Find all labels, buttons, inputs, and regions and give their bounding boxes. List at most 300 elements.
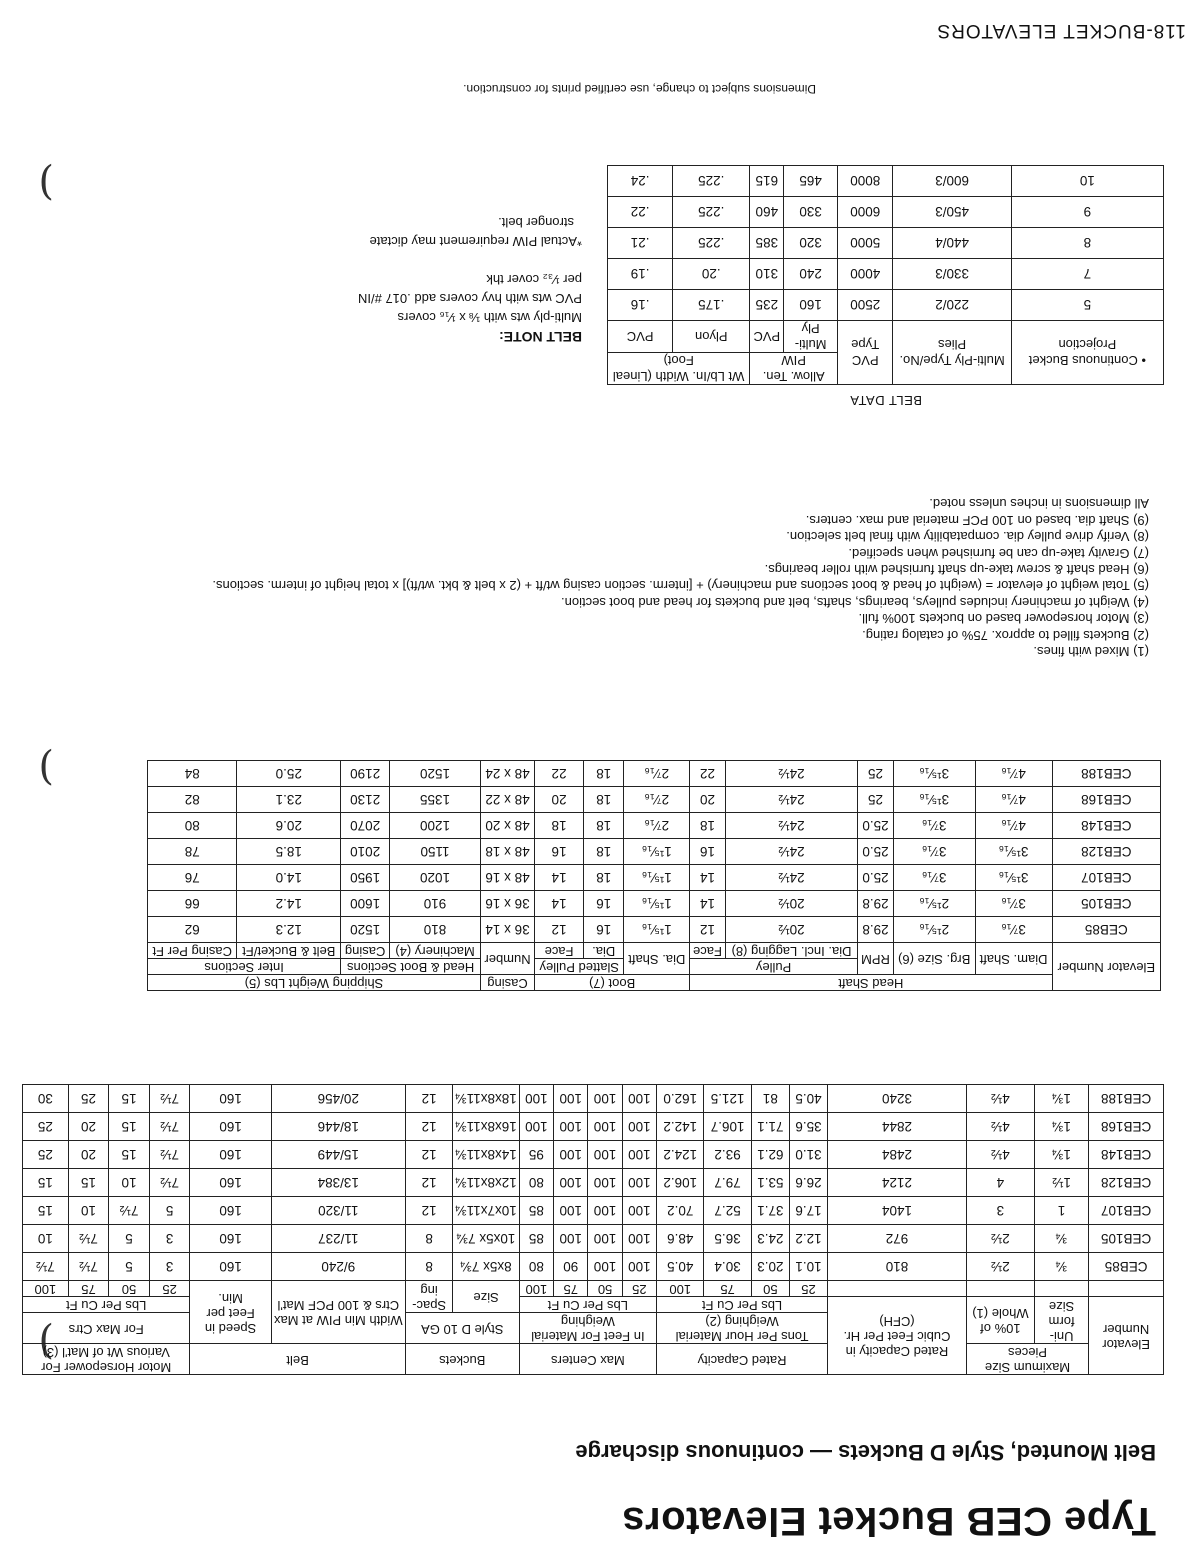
cell-motor-hp: 3 bbox=[149, 1253, 190, 1281]
cell-uniform-size: ¾ bbox=[1034, 1225, 1088, 1253]
cell-wt-pvc: .16 bbox=[608, 289, 673, 320]
cell-casing-number: 36 x 14 bbox=[480, 917, 534, 943]
footnote: (4) Weight of machinery includes pulleys, bearings, shafts, belt and buckets for head and boot section. bbox=[561, 594, 1149, 610]
cell-hb-casing: 2130 bbox=[341, 787, 390, 813]
shaft-weight-table-body bbox=[148, 761, 1161, 943]
cell-slat-face: 16 bbox=[535, 839, 584, 865]
cell-belt-width: 13/384 bbox=[271, 1169, 405, 1197]
cell-belt-bucket: 14.0 bbox=[237, 865, 341, 891]
cell-pvc-type: 5000 bbox=[837, 227, 892, 258]
footnotes bbox=[212, 495, 1149, 659]
cell-belt-width: 11/237 bbox=[271, 1225, 405, 1253]
cell-max-centers: 100 bbox=[588, 1141, 622, 1169]
cell-face: 14 bbox=[690, 891, 726, 917]
cell-max-centers: 100 bbox=[588, 1113, 622, 1141]
cell-machinery: 1020 bbox=[390, 865, 481, 891]
header-ten-pct-whole: 10% of Whole (1) bbox=[966, 1297, 1034, 1344]
cell-slat-face: 18 bbox=[535, 813, 584, 839]
header-buckets: Buckets bbox=[405, 1344, 519, 1375]
cell-max-centers: 100 bbox=[588, 1085, 622, 1113]
table-row bbox=[23, 1113, 1164, 1141]
cell-uniform-size: 1¾ bbox=[1034, 1085, 1088, 1113]
cell-belt-speed: 160 bbox=[190, 1169, 271, 1197]
cell-belt-speed: 160 bbox=[190, 1197, 271, 1225]
cell-multiply-type: 450/3 bbox=[893, 196, 1011, 227]
cell-motor-hp: 15 bbox=[109, 1113, 150, 1141]
cell-allow-pvc: 310 bbox=[750, 258, 784, 289]
cell-tons-per-hour: 106.2 bbox=[657, 1169, 704, 1197]
cell-allow-multi-ply: 160 bbox=[784, 289, 838, 320]
cell-wt-plyon: .175 bbox=[673, 289, 750, 320]
cell-belt-width: 9/240 bbox=[271, 1253, 405, 1281]
footnote: (5) Total weight of elevator = (weight of head & boot sections and machinery) + [interm. section casing wt/ft + (2 x belt & bkt. wt/ft)] x total height of interm. sections. bbox=[212, 578, 1149, 594]
cell-max-centers: 100 bbox=[554, 1197, 588, 1225]
cell-dia-lagging: 24½ bbox=[725, 761, 857, 787]
header-brg-size: Brg. Size (6) bbox=[893, 943, 975, 975]
cell-ten-pct-whole: 4½ bbox=[966, 1141, 1034, 1169]
cell-slat-dia: 16 bbox=[583, 891, 623, 917]
cell-machinery: 1200 bbox=[390, 813, 481, 839]
cell-elevator-number: CEB188 bbox=[1052, 761, 1160, 787]
cell-rpm: 29.8 bbox=[858, 891, 894, 917]
header-shipping-weight: Shipping Weight Lbs (5) bbox=[148, 975, 481, 991]
cell-tons-per-hour: 162.0 bbox=[657, 1085, 704, 1113]
header-multiply-type: Multi-Ply Type/No. Plies bbox=[893, 320, 1011, 384]
cell-dia-lagging: 20½ bbox=[725, 917, 857, 943]
cell-tons-per-hour: 17.6 bbox=[789, 1197, 827, 1225]
cell-wt-plyon: .225 bbox=[673, 165, 750, 196]
belt-note-line: PVC wts with hvy covers add .017 #/IN bbox=[358, 291, 582, 306]
cell-projection: 9 bbox=[1011, 196, 1163, 227]
header-density: 75 bbox=[554, 1281, 588, 1297]
cell-rpm: 25.0 bbox=[858, 813, 894, 839]
cell-multiply-type: 330/3 bbox=[893, 258, 1011, 289]
table-row bbox=[23, 1225, 1164, 1253]
cell-projection: 8 bbox=[1011, 227, 1163, 258]
cell-bucket-size: 18x8x11¾ bbox=[453, 1085, 519, 1113]
cell-max-centers: 90 bbox=[554, 1253, 588, 1281]
cell-casing-per-ft: 62 bbox=[148, 917, 237, 943]
table-row bbox=[608, 227, 1164, 258]
header-in-feet-for: In Feet For Material Weighing bbox=[519, 1313, 656, 1344]
header-elevator-number: Elevator Number bbox=[1089, 1297, 1164, 1375]
cell-belt-speed: 160 bbox=[190, 1085, 271, 1113]
cell-max-centers: 80 bbox=[519, 1253, 553, 1281]
cell-tons-per-hour: 53.1 bbox=[751, 1169, 789, 1197]
cell-elevator-number: CEB107 bbox=[1052, 865, 1160, 891]
cell-ten-pct-whole: 2½ bbox=[966, 1225, 1034, 1253]
cell-motor-hp: 15 bbox=[68, 1169, 109, 1197]
cell-max-centers: 100 bbox=[588, 1169, 622, 1197]
footnote: All dimensions in inches unless noted. bbox=[929, 496, 1149, 512]
cell-tons-per-hour: 20.3 bbox=[751, 1253, 789, 1281]
cell-belt-bucket: 20.6 bbox=[237, 813, 341, 839]
capacity-table-body bbox=[23, 1085, 1164, 1281]
disclaimer: Dimensions subject to change, use certified prints for construction. bbox=[463, 82, 816, 96]
cell-bucket-spacing: 12 bbox=[405, 1197, 453, 1225]
table-row bbox=[148, 917, 1161, 943]
cell-ten-pct-whole: 4 bbox=[966, 1169, 1034, 1197]
cell-belt-bucket: 14.2 bbox=[237, 891, 341, 917]
header-density: 50 bbox=[109, 1281, 150, 1297]
cell-pvc-type: 6000 bbox=[837, 196, 892, 227]
cell-motor-hp: 5 bbox=[149, 1197, 190, 1225]
header-density: 75 bbox=[68, 1281, 109, 1297]
cell-slat-dia: 16 bbox=[583, 917, 623, 943]
cell-slat-dia: 18 bbox=[583, 813, 623, 839]
cell-boot-shaft: 2⁷⁄₁₆ bbox=[624, 787, 690, 813]
cell-elevator-number: CEB128 bbox=[1089, 1169, 1164, 1197]
cell-allow-pvc: 235 bbox=[750, 289, 784, 320]
header-plyon: Plyon bbox=[673, 320, 750, 352]
cell-motor-hp: 7½ bbox=[149, 1085, 190, 1113]
cell-capacity-cfh: 2484 bbox=[828, 1141, 967, 1169]
cell-motor-hp: 7½ bbox=[68, 1253, 109, 1281]
cell-casing-per-ft: 66 bbox=[148, 891, 237, 917]
cell-max-centers: 100 bbox=[554, 1169, 588, 1197]
header-slat-dia: Dia. bbox=[583, 943, 623, 959]
table-row bbox=[608, 165, 1164, 196]
header-pvc-type: PVC Type bbox=[837, 320, 892, 384]
cell-motor-hp: 7½ bbox=[149, 1113, 190, 1141]
cell-brg-size: 3⁷⁄₁₆ bbox=[893, 813, 975, 839]
header-pvc: PVC bbox=[750, 320, 784, 352]
cell-capacity-cfh: 3240 bbox=[828, 1085, 967, 1113]
cell-boot-shaft: 1¹⁵⁄₁₆ bbox=[624, 917, 690, 943]
cell-brg-size: 3¹⁵⁄₁₆ bbox=[893, 787, 975, 813]
belt-data-table-body bbox=[608, 165, 1164, 320]
header-projection: • Continuous Bucket Projection bbox=[1011, 320, 1163, 384]
cell-wt-pvc: .24 bbox=[608, 165, 673, 196]
cell-motor-hp: 30 bbox=[23, 1085, 69, 1113]
header-rated-capacity: Rated Capacity bbox=[657, 1344, 828, 1375]
cell-max-centers: 100 bbox=[622, 1113, 656, 1141]
cell-elevator-number: CEB105 bbox=[1052, 891, 1160, 917]
cell-diam-shaft: 3¹⁵⁄₁₆ bbox=[975, 865, 1052, 891]
cell-rpm: 25.0 bbox=[858, 839, 894, 865]
header-style-d: Style D 10 GA bbox=[405, 1313, 519, 1344]
cell-casing-number: 48 x 16 bbox=[480, 865, 534, 891]
cell-ten-pct-whole: 3 bbox=[966, 1197, 1034, 1225]
header-density: 25 bbox=[622, 1281, 656, 1297]
cell-dia-lagging: 24½ bbox=[725, 787, 857, 813]
cell-elevator-number: CEB85 bbox=[1052, 917, 1160, 943]
header-casing-number: Number bbox=[480, 943, 534, 975]
binder-hole-mark: ) bbox=[38, 160, 54, 206]
cell-tons-per-hour: 40.5 bbox=[789, 1085, 827, 1113]
cell-max-centers: 100 bbox=[588, 1197, 622, 1225]
cell-hb-casing: 1600 bbox=[341, 891, 390, 917]
cell-tons-per-hour: 36.5 bbox=[704, 1225, 751, 1253]
header-slatted-pulley: Slatted Pulley bbox=[535, 959, 624, 975]
cell-max-centers: 100 bbox=[622, 1169, 656, 1197]
header-machinery: Machinery (4) bbox=[390, 943, 481, 959]
cell-belt-width: 15/449 bbox=[271, 1141, 405, 1169]
header-boot: Boot (7) bbox=[535, 975, 690, 991]
belt-note bbox=[358, 213, 582, 346]
cell-motor-hp: 10 bbox=[109, 1169, 150, 1197]
cell-motor-hp: 25 bbox=[23, 1113, 69, 1141]
cell-elevator-number: CEB148 bbox=[1089, 1141, 1164, 1169]
cell-diam-shaft: 4⁷⁄₁₆ bbox=[975, 761, 1052, 787]
header-motor-hp: Motor Horsepower For Various Wt of Mat'l (3) bbox=[23, 1344, 190, 1375]
cell-casing-per-ft: 78 bbox=[148, 839, 237, 865]
cell-dia-lagging: 24½ bbox=[725, 865, 857, 891]
cell-max-centers: 100 bbox=[554, 1113, 588, 1141]
table-row bbox=[608, 289, 1164, 320]
cell-casing-per-ft: 84 bbox=[148, 761, 237, 787]
cell-bucket-size: 10x5x 7¾ bbox=[453, 1225, 519, 1253]
header-inter-sections: Inter Sections bbox=[148, 959, 341, 975]
cell-tons-per-hour: 31.0 bbox=[789, 1141, 827, 1169]
cell-max-centers: 100 bbox=[622, 1225, 656, 1253]
cell-machinery: 810 bbox=[390, 917, 481, 943]
header-density: 50 bbox=[588, 1281, 622, 1297]
cell-max-centers: 85 bbox=[519, 1197, 553, 1225]
cell-motor-hp: 3 bbox=[149, 1225, 190, 1253]
cell-tons-per-hour: 10.1 bbox=[789, 1253, 827, 1281]
cell-rpm: 25 bbox=[858, 787, 894, 813]
cell-elevator-number: CEB105 bbox=[1089, 1225, 1164, 1253]
cell-motor-hp: 5 bbox=[109, 1253, 150, 1281]
header-density: 100 bbox=[23, 1281, 69, 1297]
header-density: 25 bbox=[149, 1281, 190, 1297]
header-boot-dia-shaft: Dia. Shaft bbox=[624, 943, 690, 975]
header-max-centers: Max Centers bbox=[519, 1344, 656, 1375]
header-diam-shaft: Diam. Shaft bbox=[975, 943, 1052, 975]
cell-brg-size: 3¹⁵⁄₁₆ bbox=[893, 761, 975, 787]
cell-max-centers: 100 bbox=[554, 1225, 588, 1253]
table-row bbox=[148, 891, 1161, 917]
cell-max-centers: 100 bbox=[588, 1225, 622, 1253]
cell-uniform-size: 1¾ bbox=[1034, 1141, 1088, 1169]
cell-bucket-size: 12x8x11¾ bbox=[453, 1169, 519, 1197]
cell-wt-pvc: .22 bbox=[608, 196, 673, 227]
cell-bucket-size: 8x5x 7¾ bbox=[453, 1253, 519, 1281]
cell-slat-face: 14 bbox=[535, 865, 584, 891]
cell-belt-bucket: 12.3 bbox=[237, 917, 341, 943]
shaft-weight-table bbox=[147, 760, 1161, 991]
cell-face: 20 bbox=[690, 787, 726, 813]
cell-belt-bucket: 18.5 bbox=[237, 839, 341, 865]
belt-note-line: *Actual PIW requirement may dictate bbox=[369, 234, 582, 249]
table-row bbox=[608, 258, 1164, 289]
table-row bbox=[23, 1085, 1164, 1113]
header-lbs-per-cu-ft: Lbs Per Cu Ft bbox=[23, 1297, 190, 1313]
cell-motor-hp: 25 bbox=[23, 1141, 69, 1169]
header-pulley: Pulley bbox=[690, 959, 858, 975]
cell-slat-dia: 18 bbox=[583, 787, 623, 813]
footnote: (1) Mixed with fines. bbox=[1033, 644, 1149, 659]
binder-hole-mark: ) bbox=[38, 745, 54, 791]
cell-casing-per-ft: 80 bbox=[148, 813, 237, 839]
cell-machinery: 910 bbox=[390, 891, 481, 917]
cell-face: 14 bbox=[690, 865, 726, 891]
cell-motor-hp: 7½ bbox=[23, 1253, 69, 1281]
page-subtitle: Belt Mounted, Style D Buckets — continuous discharge bbox=[575, 1440, 1156, 1465]
cell-bucket-spacing: 12 bbox=[405, 1085, 453, 1113]
table-row bbox=[23, 1141, 1164, 1169]
cell-elevator-number: CEB168 bbox=[1089, 1113, 1164, 1141]
cell-capacity-cfh: 972 bbox=[828, 1225, 967, 1253]
cell-tons-per-hour: 12.2 bbox=[789, 1225, 827, 1253]
cell-wt-pvc: .21 bbox=[608, 227, 673, 258]
cell-belt-speed: 160 bbox=[190, 1253, 271, 1281]
header-rated-capacity-cfh: Rated Capacity in Cubic Feet Per Hr. (CFH) bbox=[828, 1297, 967, 1375]
binder-hole-mark: ) bbox=[38, 1319, 54, 1365]
cell-allow-pvc: 385 bbox=[750, 227, 784, 258]
cell-elevator-number: CEB128 bbox=[1052, 839, 1160, 865]
cell-bucket-spacing: 12 bbox=[405, 1113, 453, 1141]
cell-boot-shaft: 1¹⁵⁄₁₆ bbox=[624, 839, 690, 865]
cell-motor-hp: 10 bbox=[68, 1197, 109, 1225]
cell-motor-hp: 7½ bbox=[149, 1141, 190, 1169]
cell-machinery: 1355 bbox=[390, 787, 481, 813]
cell-casing-number: 48 x 18 bbox=[480, 839, 534, 865]
footnote: (9) Shaft dia. based on 100 PCF material and max. centers. bbox=[805, 512, 1149, 528]
cell-rpm: 25 bbox=[858, 761, 894, 787]
cell-tons-per-hour: 26.6 bbox=[789, 1169, 827, 1197]
header-bucket-size: Size bbox=[453, 1281, 519, 1313]
belt-note-heading: BELT NOTE: bbox=[499, 329, 582, 345]
cell-tons-per-hour: 62.1 bbox=[751, 1141, 789, 1169]
cell-max-centers: 100 bbox=[622, 1197, 656, 1225]
cell-tons-per-hour: 70.2 bbox=[657, 1197, 704, 1225]
cell-bucket-spacing: 8 bbox=[405, 1225, 453, 1253]
cell-max-centers: 100 bbox=[622, 1085, 656, 1113]
belt-data-caption: BELT DATA bbox=[849, 393, 922, 408]
cell-casing-per-ft: 76 bbox=[148, 865, 237, 891]
cell-hb-casing: 1950 bbox=[341, 865, 390, 891]
cell-slat-face: 22 bbox=[535, 761, 584, 787]
table-row bbox=[148, 787, 1161, 813]
cell-tons-per-hour: 142.2 bbox=[657, 1113, 704, 1141]
cell-capacity-cfh: 2124 bbox=[828, 1169, 967, 1197]
cell-elevator-number: CEB85 bbox=[1089, 1253, 1164, 1281]
table-row bbox=[148, 761, 1161, 787]
header-belt: Belt bbox=[190, 1344, 405, 1375]
table-row bbox=[608, 196, 1164, 227]
cell-wt-pvc: .19 bbox=[608, 258, 673, 289]
cell-allow-multi-ply: 465 bbox=[784, 165, 838, 196]
cell-max-centers: 100 bbox=[519, 1113, 553, 1141]
cell-tons-per-hour: 121.5 bbox=[704, 1085, 751, 1113]
cell-face: 22 bbox=[690, 761, 726, 787]
cell-motor-hp: 15 bbox=[109, 1141, 150, 1169]
cell-tons-per-hour: 48.6 bbox=[657, 1225, 704, 1253]
cell-hb-casing: 2070 bbox=[341, 813, 390, 839]
header-max-size-pieces: Maximum Size Pieces bbox=[966, 1344, 1088, 1375]
cell-diam-shaft: 3¹⁵⁄₁₆ bbox=[975, 839, 1052, 865]
header-face: Face bbox=[690, 943, 726, 959]
page-title: Type CEB Bucket Elevators bbox=[621, 1499, 1156, 1543]
header-density: 75 bbox=[704, 1281, 751, 1297]
cell-tons-per-hour: 40.5 bbox=[657, 1253, 704, 1281]
cell-rpm: 25.0 bbox=[858, 865, 894, 891]
header-belt-speed: Speed in Feet per Min. bbox=[190, 1281, 271, 1344]
footnote: (6) Head shaft & screw take-up shaft furnished with roller bearings. bbox=[764, 561, 1149, 577]
table-row bbox=[23, 1253, 1164, 1281]
header-casing-per-ft: Casing Per Ft bbox=[148, 943, 237, 959]
cell-projection: 5 bbox=[1011, 289, 1163, 320]
cell-motor-hp: 20 bbox=[68, 1113, 109, 1141]
cell-tons-per-hour: 81 bbox=[751, 1085, 789, 1113]
cell-bucket-spacing: 12 bbox=[405, 1169, 453, 1197]
cell-max-centers: 100 bbox=[554, 1141, 588, 1169]
cell-boot-shaft: 2⁷⁄₁₆ bbox=[624, 761, 690, 787]
cell-elevator-number: CEB188 bbox=[1089, 1085, 1164, 1113]
capacity-table bbox=[22, 1084, 1164, 1375]
cell-max-centers: 100 bbox=[622, 1253, 656, 1281]
cell-slat-dia: 18 bbox=[583, 761, 623, 787]
cell-tons-per-hour: 52.7 bbox=[704, 1197, 751, 1225]
footnote: (7) Gravity take-up can be furnished when specified. bbox=[848, 545, 1149, 561]
table-row bbox=[148, 865, 1161, 891]
cell-diam-shaft: 3⁷⁄₁₆ bbox=[975, 891, 1052, 917]
cell-wt-plyon: .225 bbox=[673, 196, 750, 227]
table-row bbox=[148, 839, 1161, 865]
cell-capacity-cfh: 1404 bbox=[828, 1197, 967, 1225]
belt-data-table bbox=[607, 165, 1164, 385]
footnote: (3) Motor horsepower based on buckets 100% full. bbox=[858, 611, 1149, 627]
cell-allow-multi-ply: 240 bbox=[784, 258, 838, 289]
cell-machinery: 1520 bbox=[390, 761, 481, 787]
header-wt-lb: Wt Lb/In. Width (Lineal Foot) bbox=[608, 352, 750, 384]
cell-face: 16 bbox=[690, 839, 726, 865]
table-row bbox=[148, 813, 1161, 839]
cell-belt-bucket: 23.1 bbox=[237, 787, 341, 813]
header-dia-lagging: Dia. Incl. Lagging (8) bbox=[725, 943, 857, 959]
cell-uniform-size: 1½ bbox=[1034, 1169, 1088, 1197]
cell-motor-hp: 7½ bbox=[68, 1225, 109, 1253]
header-allow-ten: Allow. Ten. PIW bbox=[750, 352, 838, 384]
header-rpm: RPM bbox=[858, 943, 894, 975]
cell-belt-speed: 160 bbox=[190, 1113, 271, 1141]
cell-brg-size: 3⁷⁄₁₆ bbox=[893, 839, 975, 865]
cell-multiply-type: 220/2 bbox=[893, 289, 1011, 320]
cell-ten-pct-whole: 2½ bbox=[966, 1253, 1034, 1281]
cell-max-centers: 100 bbox=[588, 1253, 622, 1281]
header-belt-width: Width Min PIW at Max Ctrs & 100 PCF Mat'l bbox=[271, 1281, 405, 1344]
cell-capacity-cfh: 810 bbox=[828, 1253, 967, 1281]
cell-dia-lagging: 20½ bbox=[725, 891, 857, 917]
cell-wt-plyon: .225 bbox=[673, 227, 750, 258]
cell-machinery: 1150 bbox=[390, 839, 481, 865]
cell-slat-dia: 18 bbox=[583, 865, 623, 891]
cell-uniform-size: 1 bbox=[1034, 1197, 1088, 1225]
header-multi-ply: Multi-Ply bbox=[784, 320, 838, 352]
cell-capacity-cfh: 2844 bbox=[828, 1113, 967, 1141]
cell-diam-shaft: 4⁷⁄₁₆ bbox=[975, 813, 1052, 839]
header-head-shaft: Head Shaft bbox=[690, 975, 1053, 991]
cell-tons-per-hour: 124.2 bbox=[657, 1141, 704, 1169]
header-elevator-number: Elevator Number bbox=[1052, 943, 1160, 991]
cell-belt-width: 20/456 bbox=[271, 1085, 405, 1113]
cell-bucket-spacing: 8 bbox=[405, 1253, 453, 1281]
cell-rpm: 29.8 bbox=[858, 917, 894, 943]
cell-pvc-type: 2500 bbox=[837, 289, 892, 320]
cell-motor-hp: 15 bbox=[109, 1085, 150, 1113]
cell-multiply-type: 600/3 bbox=[893, 165, 1011, 196]
cell-casing-per-ft: 82 bbox=[148, 787, 237, 813]
header-density: 50 bbox=[751, 1281, 789, 1297]
table-row bbox=[23, 1169, 1164, 1197]
cell-bucket-spacing: 12 bbox=[405, 1141, 453, 1169]
page-footer: 118-BUCKET ELEVATORS bbox=[936, 20, 1186, 41]
cell-projection: 7 bbox=[1011, 258, 1163, 289]
footnote: (2) Buckets filled to approx. 75% of catalog rating. bbox=[862, 627, 1149, 643]
header-uniform-size: Uni- form Size bbox=[1034, 1297, 1088, 1344]
